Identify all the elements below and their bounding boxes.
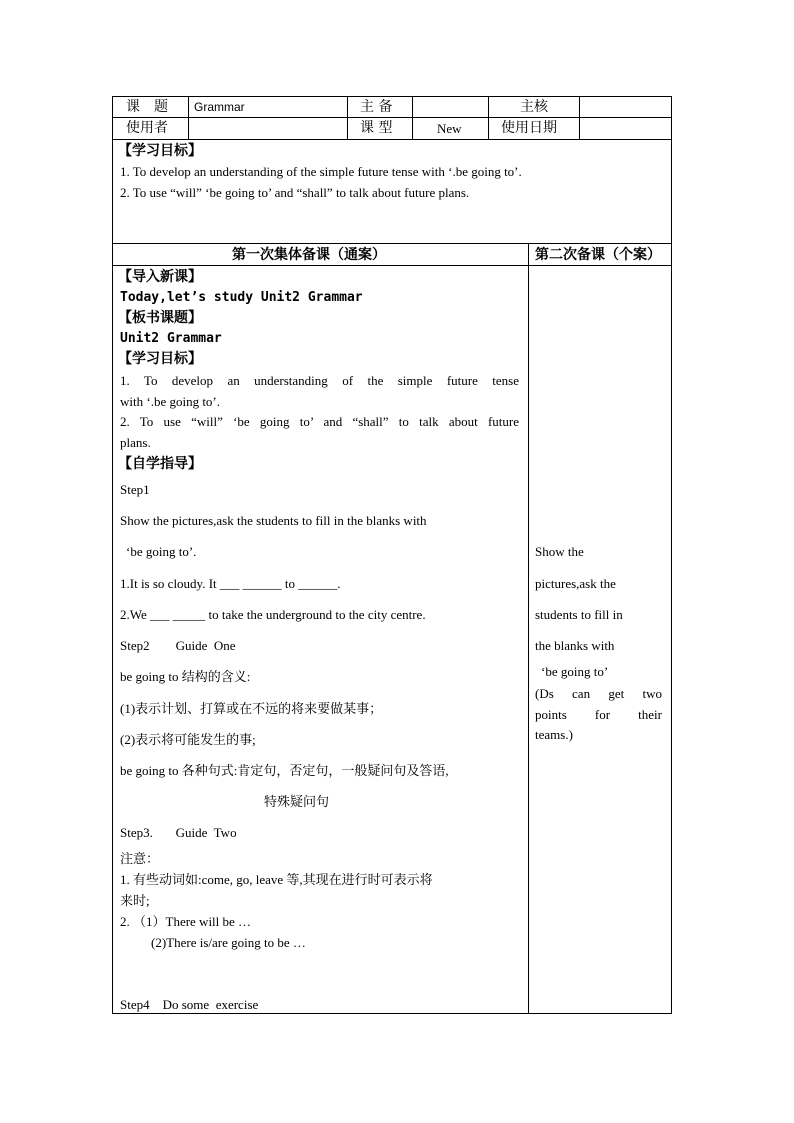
goal-1b: with ‘.be going to’.: [120, 394, 221, 409]
right-line-1: Show the: [535, 544, 584, 559]
date-label: 使用日期: [501, 120, 557, 136]
step1: Step1: [120, 482, 150, 497]
note-2b: (2)There is/are going to be …: [151, 935, 306, 950]
right-line-6: (Ds can get two: [535, 686, 662, 701]
objective-2: 2. To use “will” ‘be going to’ and “shall” to talk about future plans.: [120, 185, 470, 200]
exercise-1: 1.It is so cloudy. It ___ ______ to ______.: [120, 576, 341, 591]
right-line-4: the blanks with: [535, 638, 615, 653]
left-column-header: 第一次集体备课（通案）: [232, 247, 386, 263]
topic-value: Grammar: [194, 100, 245, 114]
topic-label: 课 题: [126, 99, 168, 115]
type-value: New: [437, 121, 462, 136]
step4: Step4 Do some exercise: [120, 997, 259, 1012]
reviewer-label: 主核: [520, 99, 548, 115]
guide-title: 【自学指导】: [118, 456, 202, 472]
right-line-3: students to fill in: [535, 607, 623, 622]
board-text: Unit2 Grammar: [120, 331, 222, 346]
goal-title: 【学习目标】: [118, 351, 202, 367]
note-title: 注意：: [120, 851, 160, 866]
objective-1: 1. To develop an understanding of the simple future tense with ‘.be going to’.: [120, 164, 522, 179]
goal-1a: 1. To develop an understanding of the simple future tense: [120, 373, 519, 388]
goal-2b: plans.: [120, 435, 151, 450]
right-line-7: points for their: [535, 707, 662, 722]
step1-text2: ‘be going to’.: [126, 544, 197, 559]
board-title: 【板书课题】: [118, 310, 202, 326]
sentence-forms-2: 特殊疑问句: [264, 794, 330, 809]
intro-title: 【导入新课】: [118, 269, 202, 285]
exercise-2: 2.We ___ _____ to take the underground to the city centre.: [120, 607, 426, 622]
type-label: 课 型: [360, 120, 393, 136]
right-line-8: teams.): [535, 727, 573, 742]
note-1b: 来时;: [120, 893, 150, 908]
objectives-title: 【学习目标】: [118, 143, 202, 159]
intro-text: Today,let’s study Unit2 Grammar: [120, 290, 363, 305]
meaning-2: (2)表示将可能发生的事;: [120, 732, 256, 747]
meaning-1: (1)表示计划、打算或在不远的将来要做某事；: [120, 701, 383, 716]
preparer-label: 主 备: [360, 99, 393, 115]
goal-2a: 2. To use “will” ‘be going to’ and “shall” to talk about future: [120, 414, 519, 429]
sentence-forms: be going to 各种句式:肯定句，否定句，一般疑问句及答语,: [120, 763, 449, 778]
step1-text: Show the pictures,ask the students to fill in the blanks with: [120, 513, 427, 528]
user-label: 使用者: [126, 120, 168, 136]
step2: Step2 Guide One: [120, 638, 236, 653]
note-1a: 1. 有些动词如:come, go, leave 等,其现在进行时可表示将: [120, 872, 433, 887]
step3: Step3. Guide Two: [120, 825, 237, 840]
right-line-2: pictures,ask the: [535, 576, 616, 591]
meaning-title: be going to 结构的含义:: [120, 669, 251, 684]
right-line-5: ‘be going to’: [541, 664, 609, 679]
right-column-header: 第二次备课（个案）: [535, 247, 661, 263]
note-2: 2. （1）There will be …: [120, 914, 252, 929]
